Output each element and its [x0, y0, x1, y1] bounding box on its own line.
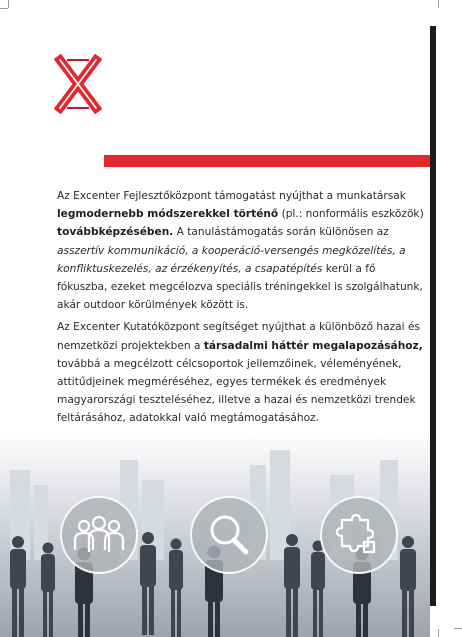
- dark-vertical-bar: [430, 26, 436, 606]
- paragraph: [57, 318, 427, 427]
- crop-mark: [0, 8, 8, 9]
- text-segment: továbbképzésében.: [57, 226, 174, 239]
- x-logo-icon: [54, 54, 102, 114]
- text-segment: Az Excenter Kutatóközpont segítséget nyújthat a különböző hazai és nemzetközi projektekben a: [57, 321, 420, 352]
- crop-mark: [8, 0, 9, 8]
- text-segment: asszertív kommunikáció, a kooperáció-versengés megközelítés, a konfliktuskezelés, az érzékenyítés, a csapatépítés: [57, 244, 406, 275]
- text-segment: Az Excenter Fejlesztőközpont támogatást nyújthat a munkatársak: [57, 190, 406, 202]
- crop-mark: [454, 628, 462, 629]
- right-edge-strip: [430, 8, 462, 628]
- text-segment: társadalmi háttér megalapozásához,: [203, 339, 423, 352]
- text-segment: A tanulástámogatás során különösen az: [173, 226, 389, 239]
- magnifier-icon: [190, 496, 268, 574]
- crop-mark: [438, 629, 439, 637]
- team-people-icon: [60, 496, 138, 574]
- puzzle-icon: [320, 496, 398, 574]
- accent-bar: [104, 155, 430, 167]
- text-segment: legmodernebb módszerekkel történő: [57, 208, 279, 221]
- crop-mark: [438, 0, 439, 8]
- body-text: [57, 187, 427, 432]
- text-segment: (pl.: nonformális eszközök): [278, 208, 424, 221]
- text-segment: továbbá a megcélzott célcsoportok jellemzőinek, véleményének, attitűdjeinek megméréséhez, egyes termékek és eredmények magyarországi teszteléséhez, illetve a hazai és nemzetközi trendek feltárásához, adatokkal való megtámogatásához.: [57, 357, 416, 425]
- paragraph: [57, 187, 427, 314]
- text-segment: kerül a fő fókuszba, ezeket megcélozva speciális tréningekkel is szolgálhatunk, akár outdoor körülmények között is.: [57, 262, 423, 312]
